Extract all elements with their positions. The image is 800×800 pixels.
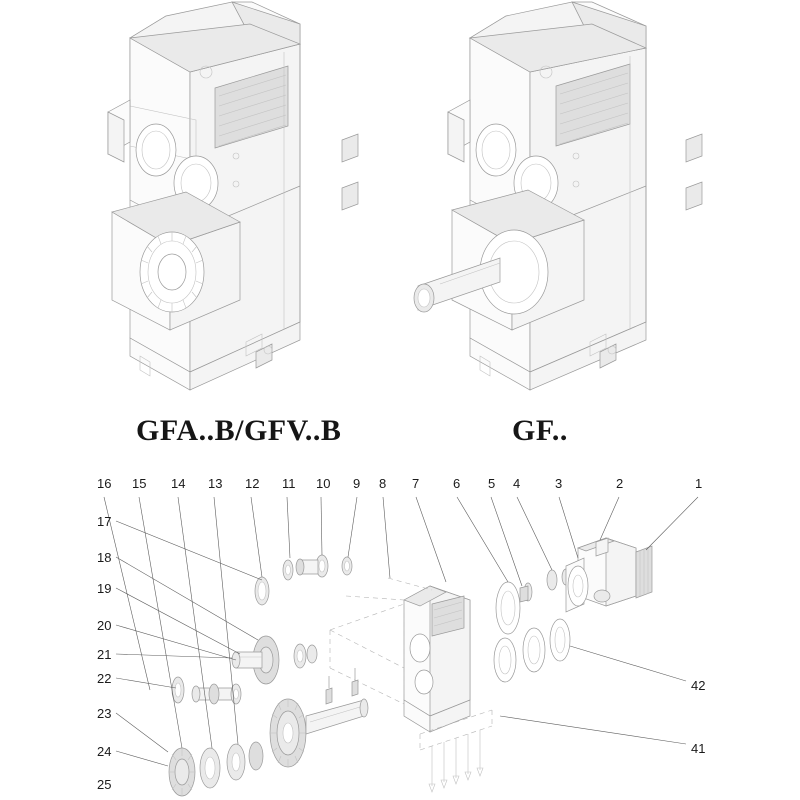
callout-13: 13 — [208, 476, 223, 491]
callout-16: 16 — [97, 476, 112, 491]
callout-8: 8 — [379, 476, 387, 491]
callout-11: 11 — [282, 476, 296, 491]
callout-10: 10 — [316, 476, 331, 491]
callout-9: 9 — [353, 476, 361, 491]
callout-24: 24 — [97, 744, 112, 759]
callout-23: 23 — [97, 706, 112, 721]
callout-14: 14 — [171, 476, 186, 491]
callout-19: 19 — [97, 581, 112, 596]
right-gearbox-view — [414, 2, 702, 390]
callout-20: 20 — [97, 618, 112, 633]
caption-left-figure: GFA..B/GFV..B — [136, 414, 342, 447]
callout-7: 7 — [412, 476, 420, 491]
callout-41: 41 — [691, 741, 706, 756]
callout-5: 5 — [488, 476, 496, 491]
callout-6: 6 — [453, 476, 461, 491]
callout-1: 1 — [695, 476, 703, 491]
callout-21: 21 — [97, 647, 112, 662]
exploded-assembly-view — [104, 497, 698, 796]
callout-42: 42 — [691, 678, 706, 693]
callout-18: 18 — [97, 550, 112, 565]
left-gearbox-view — [108, 2, 358, 390]
callout-15: 15 — [132, 476, 147, 491]
callout-25: 25 — [97, 777, 112, 792]
callout-2: 2 — [616, 476, 624, 491]
callout-3: 3 — [555, 476, 563, 491]
callout-22: 22 — [97, 671, 112, 686]
callout-17: 17 — [97, 514, 112, 529]
caption-right-figure: GF.. — [512, 414, 568, 447]
callout-4: 4 — [513, 476, 521, 491]
callout-12: 12 — [245, 476, 260, 491]
